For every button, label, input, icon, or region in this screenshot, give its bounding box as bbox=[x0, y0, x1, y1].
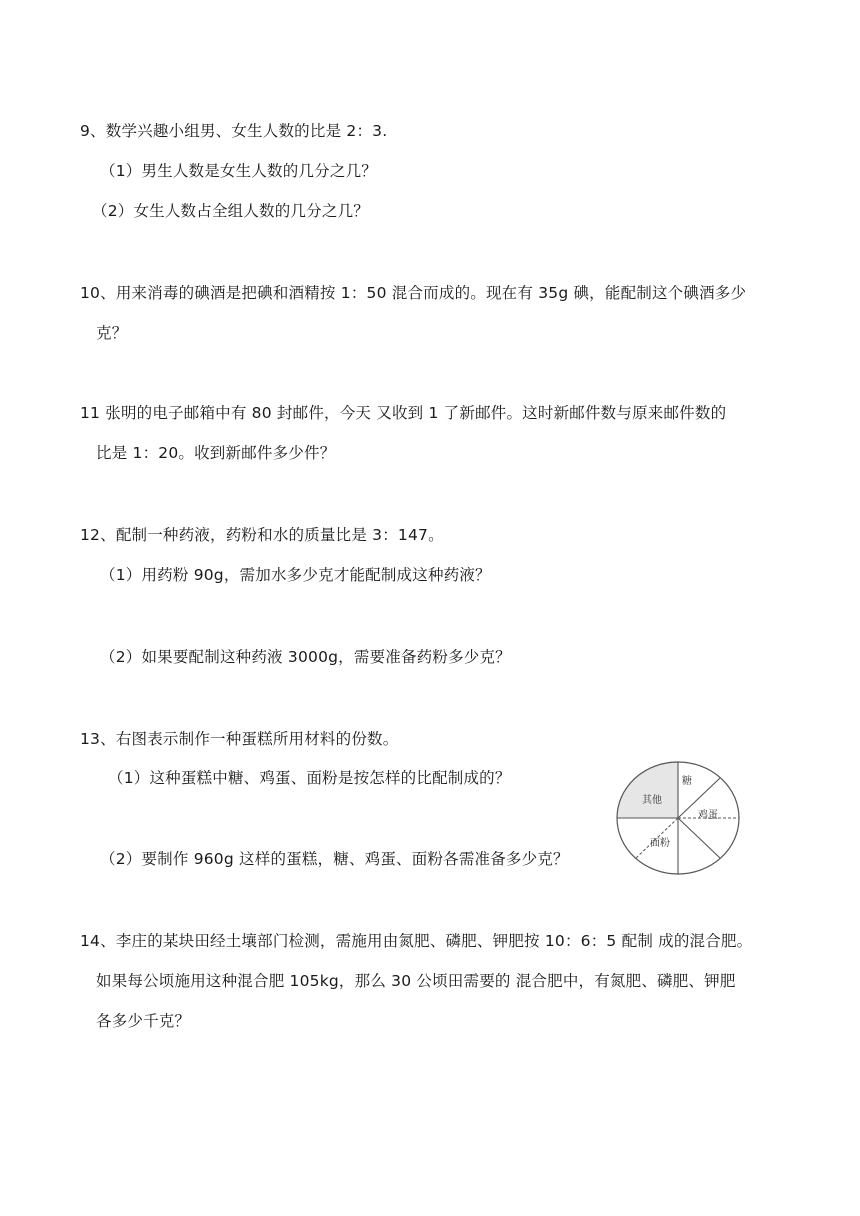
q12-sub1: （1）用药粉 90g，需加水多少克才能配制成这种药液？ bbox=[100, 566, 491, 584]
pie-line-lower-right bbox=[678, 818, 720, 858]
q11-line1: 11 张明的电子邮箱中有 80 封邮件，今天 又收到 1 了新邮件。这时新邮件数与原来邮件数的 bbox=[80, 404, 727, 422]
cake-ingredient-pie-figure bbox=[616, 761, 740, 875]
q11-line2: 比是 1：20。收到新邮件多少件？ bbox=[96, 444, 336, 462]
q10-line1: 10、用来消毒的碘酒是把碘和酒精按 1：50 混合而成的。现在有 35g 碘，能配制这个碘酒多少 bbox=[80, 284, 747, 302]
q13-sub2: （2）要制作 960g 这样的蛋糕，糖、鸡蛋、面粉各需准备多少克？ bbox=[100, 850, 569, 868]
pie-label-flour: 面粉 bbox=[650, 838, 670, 849]
q14-line1: 14、李庄的某块田经土壤部门检测，需施用由氮肥、磷肥、钾肥按 10：6：5 配制 成的混合肥。 bbox=[80, 932, 753, 950]
pie-label-egg: 鸡蛋 bbox=[698, 810, 718, 821]
q14-line2: 如果每公顷施用这种混合肥 105kg，那么 30 公顷田需要的 混合肥中，有氮肥、磷肥、钾肥 bbox=[96, 972, 736, 990]
q9-sub2: （2）女生人数占全组人数的几分之几？ bbox=[92, 202, 369, 220]
pie-label-sugar: 糖 bbox=[682, 776, 692, 787]
q13-sub1: （1）这种蛋糕中糖、鸡蛋、面粉是按怎样的比配制成的？ bbox=[108, 769, 511, 787]
q9-stem: 9、数学兴趣小组男、女生人数的比是 2：3. bbox=[80, 122, 388, 140]
q14-line3: 各多少千克？ bbox=[96, 1012, 191, 1030]
q10-line2: 克？ bbox=[96, 324, 128, 342]
q13-stem: 13、右图表示制作一种蛋糕所用材料的份数。 bbox=[80, 730, 399, 748]
q9-sub1: （1）男生人数是女生人数的几分之几？ bbox=[100, 162, 377, 180]
q12-sub2: （2）如果要配制这种药液 3000g，需要准备药粉多少克？ bbox=[100, 648, 511, 666]
pie-label-other: 其他 bbox=[642, 795, 662, 806]
q12-stem: 12、配制一种药液，药粉和水的质量比是 3：147。 bbox=[80, 526, 444, 544]
